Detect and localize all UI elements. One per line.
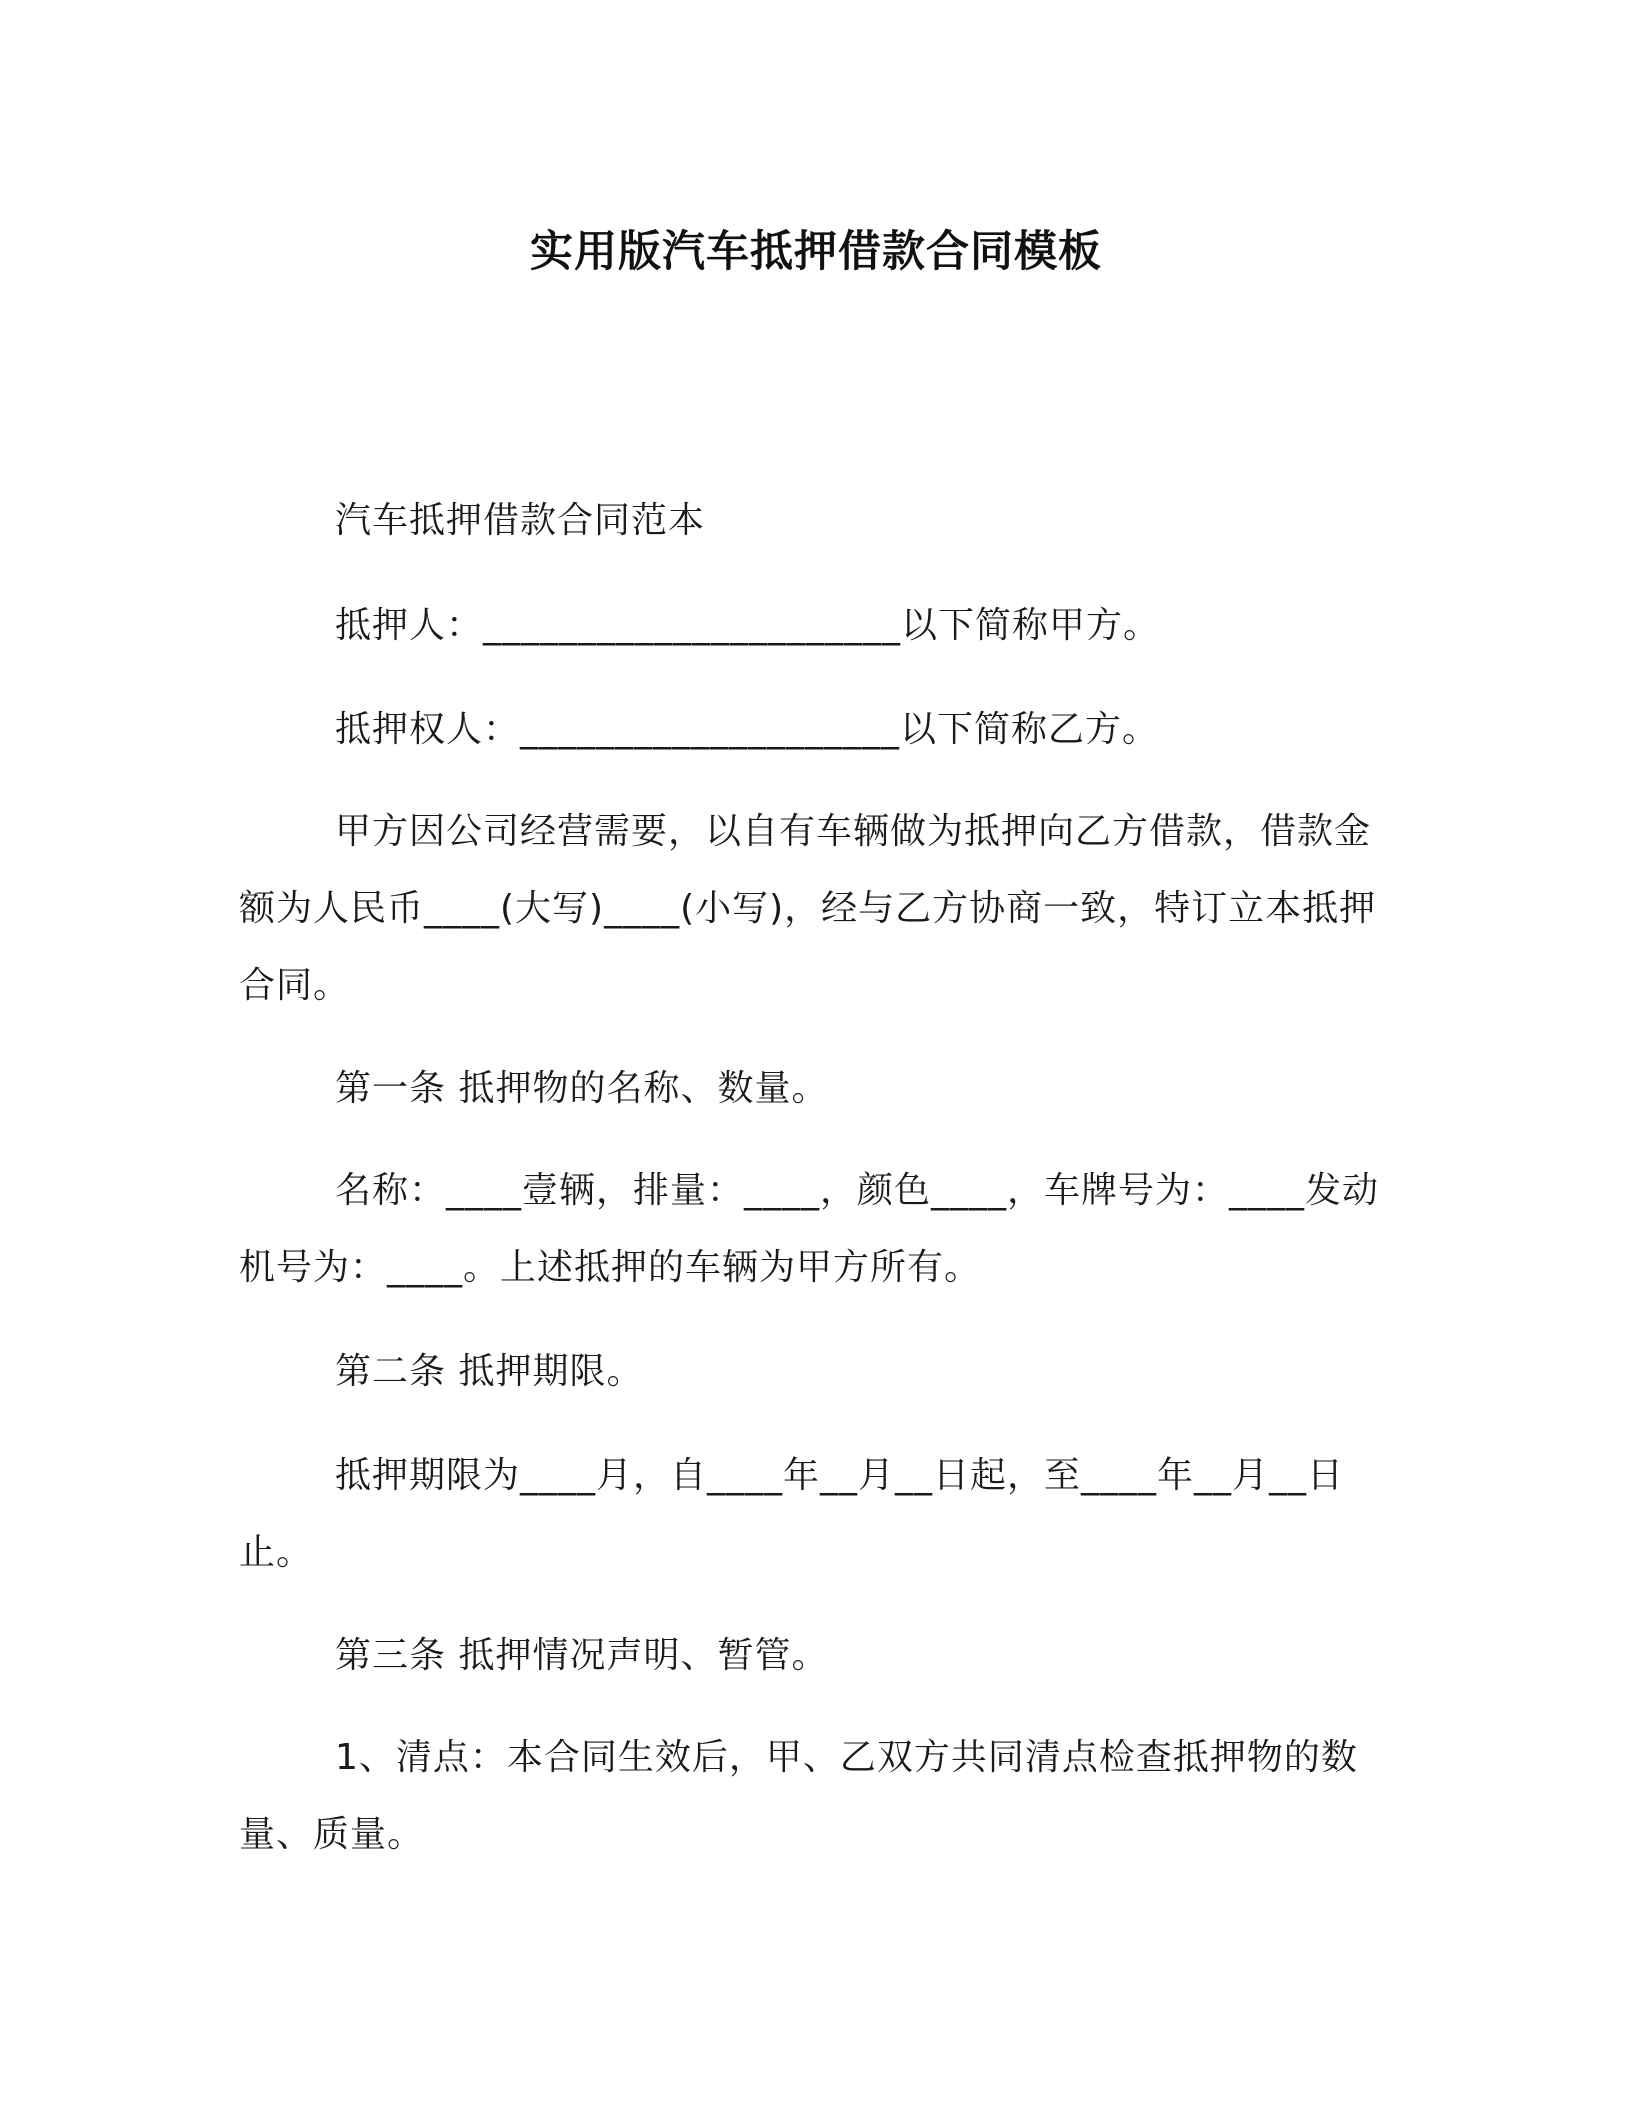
article-1-heading: 第一条 抵押物的名称、数量。 xyxy=(335,1068,829,1109)
document-title: 实用版汽车抵押借款合同模板 xyxy=(530,227,1102,277)
contract-subtitle: 汽车抵押借款合同范本 xyxy=(335,500,706,541)
article-1-body: 名称：____壹辆，排量：____，颜色____，车牌号为：____发动机号为：____。上述抵押的车辆为甲方所有。 xyxy=(239,1170,1380,1288)
mortgagor-line: 抵押人：______________________以下简称甲方。 xyxy=(335,605,1161,646)
mortgagee-line: 抵押权人：____________________以下简称乙方。 xyxy=(335,709,1160,750)
article-3-heading: 第三条 抵押情况声明、暂管。 xyxy=(335,1635,829,1676)
article-2-body: 抵押期限为____月，自____年__月__日起，至____年__月__日止。 xyxy=(239,1455,1345,1573)
article-2-heading: 第二条 抵押期限。 xyxy=(335,1351,644,1392)
article-3-item-1: 1、清点：本合同生效后，甲、乙双方共同清点检查抵押物的数量、质量。 xyxy=(239,1737,1358,1855)
intro-paragraph: 甲方因公司经营需要，以自有车辆做为抵押向乙方借款，借款金额为人民币____(大写)____(小写)，经与乙方协商一致，特订立本抵押合同。 xyxy=(239,811,1377,1006)
